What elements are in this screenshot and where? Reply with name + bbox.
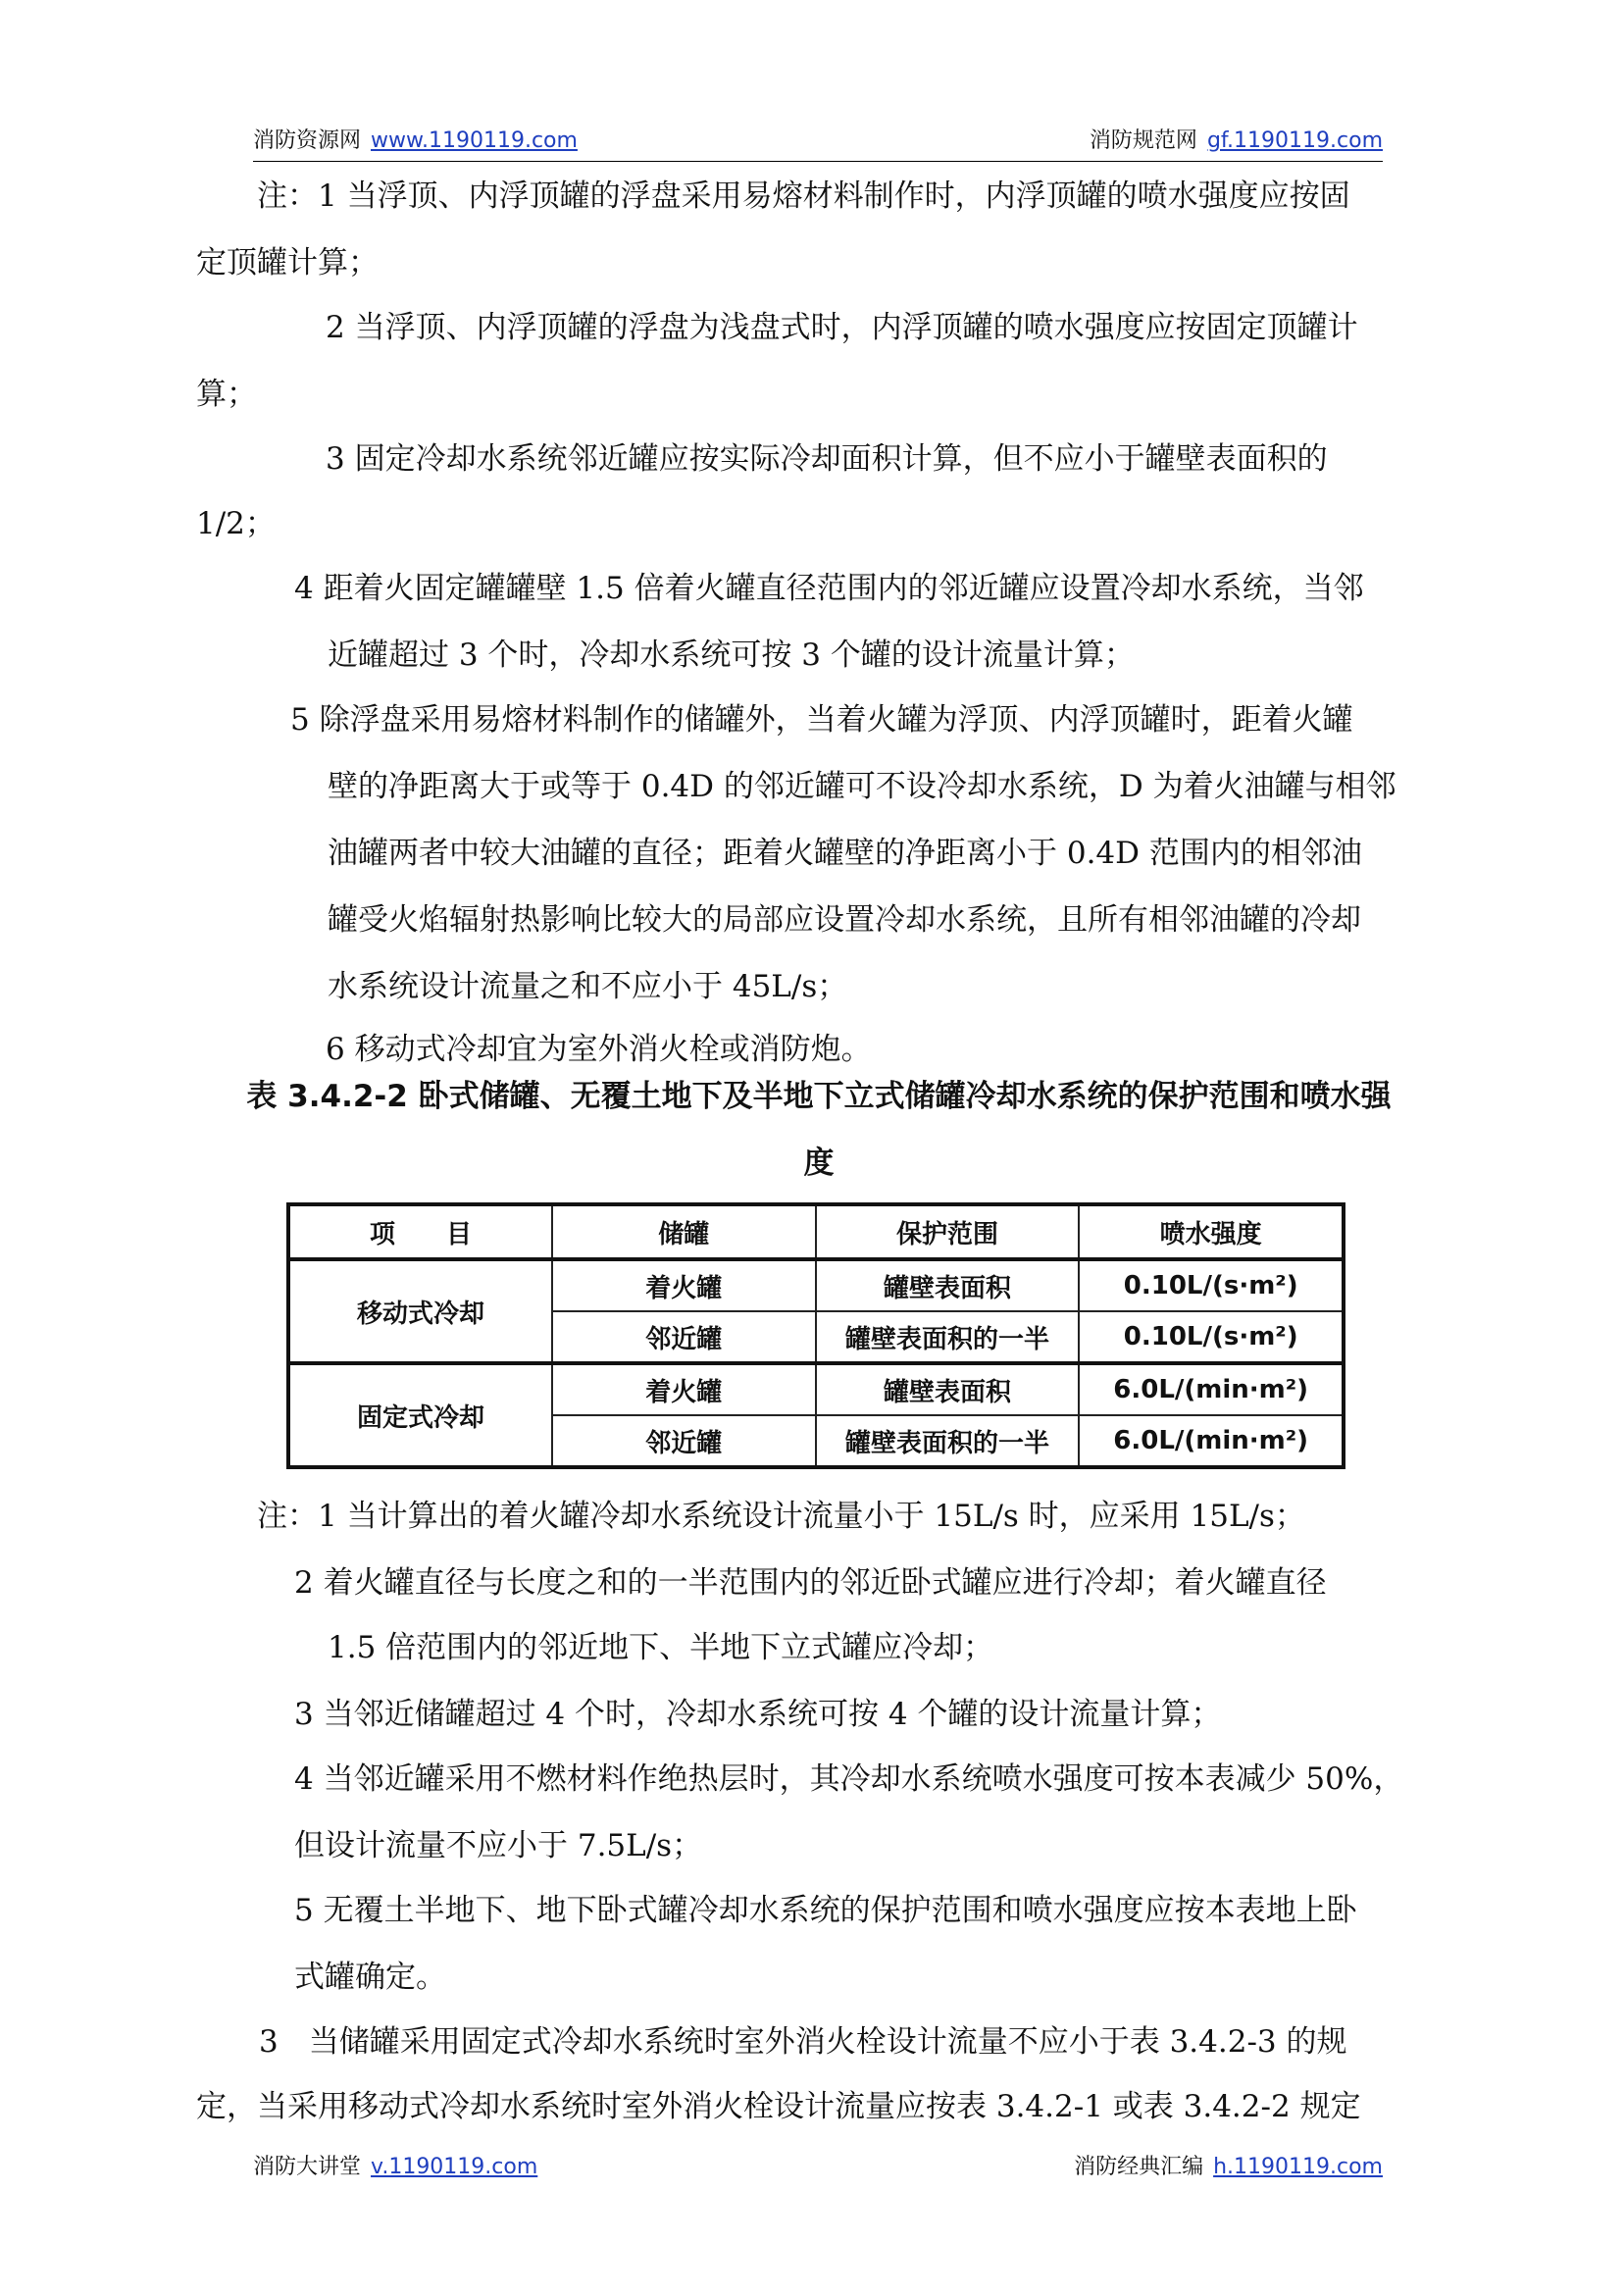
footer-left-site: 消防大讲堂 [253, 2155, 362, 2179]
footer-right-site: 消防经典汇编 [1074, 2155, 1204, 2179]
footer-left [253, 2150, 537, 2180]
row-scope: 罐壁表面积 [816, 1259, 1080, 1311]
note-3-line-1: 3 固定冷却水系统邻近罐应按实际冷却面积计算，但不应小于罐壁表面积的 [326, 441, 1328, 477]
row-intensity: 0.10L/(s·m²) [1079, 1311, 1344, 1363]
table-note-2-cont [328, 1614, 993, 1681]
table-note-5 [294, 1877, 1357, 2011]
note-5-line-2: 壁的净距离大于或等于 0.4D 的邻近罐可不设冷却水系统，D 为着火油罐与相邻 [328, 769, 1396, 804]
table-row [288, 1363, 1344, 1415]
header-tank: 储罐 [552, 1204, 816, 1259]
footer-right [1074, 2150, 1383, 2180]
table-note-4-line-1: 4 当邻近罐采用不燃材料作绝热层时，其冷却水系统喷水强度可按本表减少 50%， [294, 1761, 1404, 1797]
row-tank: 着火罐 [552, 1363, 816, 1415]
table-note-3 [294, 1681, 1221, 1748]
header-left-link[interactable]: www.1190119.com [371, 128, 578, 153]
note-4 [294, 555, 1364, 622]
clause-3-line-2: 定，当采用移动式冷却水系统时室外消火栓设计流量应按表 3.4.2-1 或表 3.4.2-2 规定 [196, 2089, 1361, 2124]
page-header [253, 118, 1383, 162]
note-5-line-1: 5 除浮盘采用易熔材料制作的储罐外，当着火罐为浮顶、内浮顶罐时，距着火罐 [290, 702, 1353, 738]
note-2-line-1: 2 当浮顶、内浮顶罐的浮盘为浅盘式时，内浮顶罐的喷水强度应按固定顶罐计 [326, 310, 1358, 345]
note-5-cont [328, 753, 1396, 1020]
header-scope: 保护范围 [816, 1204, 1080, 1259]
row-intensity: 0.10L/(s·m²) [1079, 1259, 1344, 1311]
row-scope: 罐壁表面积的一半 [816, 1311, 1080, 1363]
header-left [253, 124, 578, 154]
table-note-3-line-1: 3 当邻近储罐超过 4 个时，冷却水系统可按 4 个罐的设计流量计算； [294, 1697, 1222, 1732]
note-6-line-1: 6 移动式冷却宜为室外消火栓或消防炮。 [326, 1032, 872, 1067]
table-note-2-line-1: 2 着火罐直径与长度之和的一半范围内的邻近卧式罐应进行冷却；着火罐直径 [294, 1565, 1327, 1601]
table-title-line-1: 表 3.4.2-2 卧式储罐、无覆土地下及半地下立式储罐冷却水系统的保护范围和喷水强 [246, 1079, 1392, 1114]
note-2-line-2: 算； [196, 377, 257, 412]
note-3-line-2: 1/2； [196, 506, 276, 541]
table-title [196, 1063, 1442, 1197]
row-scope: 罐壁表面积 [816, 1363, 1080, 1415]
clause-3-cont [196, 2073, 1361, 2140]
row-tank: 着火罐 [552, 1259, 816, 1311]
note-1 [257, 163, 1350, 229]
header-left-site: 消防资源网 [253, 128, 362, 153]
table-note-5-line-1: 5 无覆土半地下、地下卧式罐冷却水系统的保护范围和喷水强度应按本表地上卧 [294, 1893, 1357, 1928]
note-1-line-2: 定顶罐计算； [196, 245, 379, 280]
table-title-line-2: 度 [803, 1146, 835, 1181]
row-tank: 邻近罐 [552, 1311, 816, 1363]
note-5-line-4: 罐受火焰辐射热影响比较大的局部应设置冷却水系统，且所有相邻油罐的冷却 [328, 902, 1361, 938]
note-5 [290, 687, 1353, 753]
header-right-site: 消防规范网 [1089, 128, 1197, 153]
note-4-line-2: 近罐超过 3 个时，冷却水系统可按 3 个罐的设计流量计算； [328, 637, 1135, 673]
table-header-row [288, 1204, 1344, 1259]
note-2 [326, 294, 1358, 361]
note-3 [326, 426, 1328, 492]
group-fixed-cooling: 固定式冷却 [288, 1363, 552, 1467]
header-right [1090, 124, 1383, 154]
note-4-line-1: 4 距着火固定罐罐壁 1.5 倍着火罐直径范围内的邻近罐应设置冷却水系统，当邻 [294, 571, 1364, 606]
table-note-2-line-2: 1.5 倍范围内的邻近地下、半地下立式罐应冷却； [328, 1630, 994, 1665]
table-note-4-line-2: 但设计流量不应小于 7.5L/s； [294, 1828, 703, 1863]
table-row [288, 1259, 1344, 1311]
clause-3 [259, 2009, 1347, 2075]
header-item: 项 目 [288, 1204, 552, 1259]
row-tank: 邻近罐 [552, 1415, 816, 1467]
footer-right-link[interactable]: h.1190119.com [1213, 2155, 1383, 2179]
row-intensity: 6.0L/(min·m²) [1079, 1415, 1344, 1467]
header-right-link[interactable]: gf.1190119.com [1206, 128, 1383, 153]
note-1-cont [196, 229, 379, 296]
note-5-line-5: 水系统设计流量之和不应小于 45L/s； [328, 969, 848, 1004]
table-note-5-line-2: 式罐确定。 [294, 1960, 446, 1995]
table-note-1 [257, 1483, 1305, 1550]
group-mobile-cooling: 移动式冷却 [288, 1259, 552, 1363]
table-note-2 [294, 1550, 1327, 1616]
note-4-cont [328, 622, 1135, 688]
note-2-cont [196, 361, 257, 428]
table-note-1-line-1: 注：1 当计算出的着火罐冷却水系统设计流量小于 15L/s 时，应采用 15L/s； [257, 1499, 1305, 1534]
clause-3-line-1: 3 当储罐采用固定式冷却水系统时室外消火栓设计流量不应小于表 3.4.2-3 的规 [259, 2024, 1347, 2060]
note-5-line-3: 油罐两者中较大油罐的直径；距着火罐壁的净距离小于 0.4D 范围内的相邻油 [328, 836, 1362, 871]
spray-intensity-table [286, 1202, 1345, 1469]
table-note-4 [294, 1746, 1403, 1879]
row-scope: 罐壁表面积的一半 [816, 1415, 1080, 1467]
row-intensity: 6.0L/(min·m²) [1079, 1363, 1344, 1415]
note-1-line-1: 注：1 当浮顶、内浮顶罐的浮盘采用易熔材料制作时，内浮顶罐的喷水强度应按固 [257, 178, 1350, 214]
note-3-cont [196, 490, 276, 557]
header-intensity: 喷水强度 [1079, 1204, 1344, 1259]
footer-left-link[interactable]: v.1190119.com [371, 2155, 538, 2179]
page-footer [253, 2144, 1383, 2187]
